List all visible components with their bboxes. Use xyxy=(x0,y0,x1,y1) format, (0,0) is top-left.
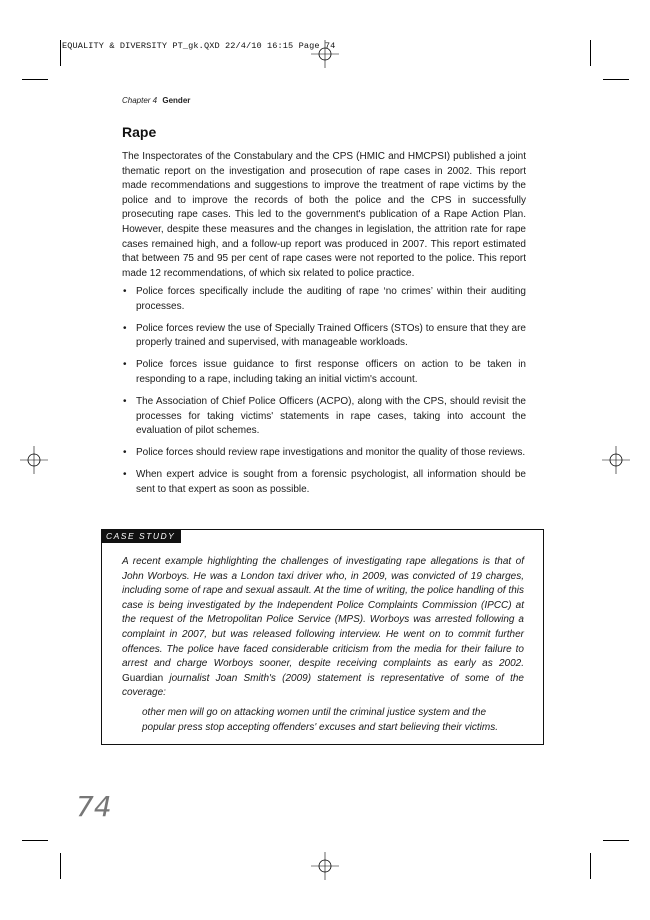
registration-mark-icon xyxy=(311,852,339,880)
body-paragraph: The Inspectorates of the Constabulary and the CPS (HMIC and HMCPSI) published a joint thematic report on the investigation and prosecution of rape cases in 2002. This report made recommendations and suggestions to improve the treatment of rape victims by the police and to improve the records of both the police and the CPS in successfully prosecuting rape cases. This led to the government's publication of a Rape Action Plan. However, despite these measures and the changes in legislation, the attrition rate for rape cases remained high, and a follow-up report was produced in 2007. This report estimated that between 75 and 95 per cent of rape cases were not reported to the police. This report made 12 recommendations, of which six related to police practice. xyxy=(122,151,526,279)
crop-mark xyxy=(22,79,48,80)
list-item-text: Police forces review the use of Specially Trained Officers (STOs) to ensure that they are properly trained and supervised, with manageable workloads. xyxy=(136,322,526,349)
running-head xyxy=(122,96,190,105)
list-item xyxy=(122,285,526,314)
bullet-icon: • xyxy=(123,322,127,334)
chapter-label: Chapter 4 xyxy=(122,96,158,105)
case-study-tail: journalist Joan Smith's (2009) statement is representative of some of the coverage: xyxy=(122,672,524,699)
section-title: Rape xyxy=(122,124,157,140)
case-study-quote: other men will go on attacking women until the criminal justice system and the popular press stop accepting offenders' excuses and start believing their victims. xyxy=(142,707,498,733)
crop-mark xyxy=(603,79,629,80)
bullet-icon: • xyxy=(123,447,127,459)
chapter-title: Gender xyxy=(162,96,191,105)
recommendation-list xyxy=(122,285,526,505)
list-item-text: Police forces specifically include the auditing of rape ‘no crimes’ within their auditing processes. xyxy=(136,286,526,312)
list-item xyxy=(122,468,526,497)
bullet-icon: • xyxy=(123,286,127,297)
bullet-icon: • xyxy=(123,469,127,481)
crop-mark xyxy=(22,840,48,841)
registration-mark-icon xyxy=(20,446,48,474)
crop-mark xyxy=(590,40,591,66)
print-slug: EQUALITY & DIVERSITY PT_gk.QXD 22/4/10 16:15 Page 74 xyxy=(62,41,336,51)
list-item xyxy=(122,446,526,461)
bullet-icon: • xyxy=(123,359,127,371)
case-study-label: CASE STUDY xyxy=(101,529,181,543)
list-item xyxy=(122,395,526,439)
list-item xyxy=(122,358,526,387)
crop-mark xyxy=(60,853,61,879)
list-item-text: The Association of Chief Police Officers (ACPO), along with the CPS, should revisit the processes for taking victims' statements in rape cases, taking into account the evaluation of pilot schemes. xyxy=(136,396,526,437)
list-item-text: Police forces issue guidance to first response officers on action to be taken in responding to a rape, including taking an initial victim's account. xyxy=(136,359,526,385)
list-item-text: When expert advice is sought from a forensic psychologist, all information should be sent to that expert as soon as possible. xyxy=(136,469,526,496)
crop-mark xyxy=(603,840,629,841)
page-number: 74 xyxy=(76,790,112,823)
crop-mark xyxy=(60,40,61,66)
list-item-text: Police forces should review rape investigations and monitor the quality of those reviews. xyxy=(136,447,526,459)
case-study-box xyxy=(101,529,544,745)
list-item xyxy=(122,322,526,351)
crop-mark xyxy=(590,853,591,879)
publication-name: Guardian xyxy=(122,672,164,684)
registration-mark-icon xyxy=(602,446,630,474)
case-study-text xyxy=(122,555,524,701)
bullet-icon: • xyxy=(123,396,127,408)
case-study-body: A recent example highlighting the challenges of investigating rape allegations is that of John Worboys. He was a London taxi driver who, in 2009, was convicted of 19 charges, including some of rape and sexual assault. At the time of writing, the police handling of this case is being investigated by the Independent Police Complaints Commission (IPCC) at the request of the Metropolitan Police Service (MPS). Worboys was arrested following a complaint in 2007, but was released following interview. He went on to commit further offences. The police have faced considerable criticism from the media for their failure to arrest and charge Worboys sooner, despite receiving complaints as early as 2002. xyxy=(122,556,524,670)
